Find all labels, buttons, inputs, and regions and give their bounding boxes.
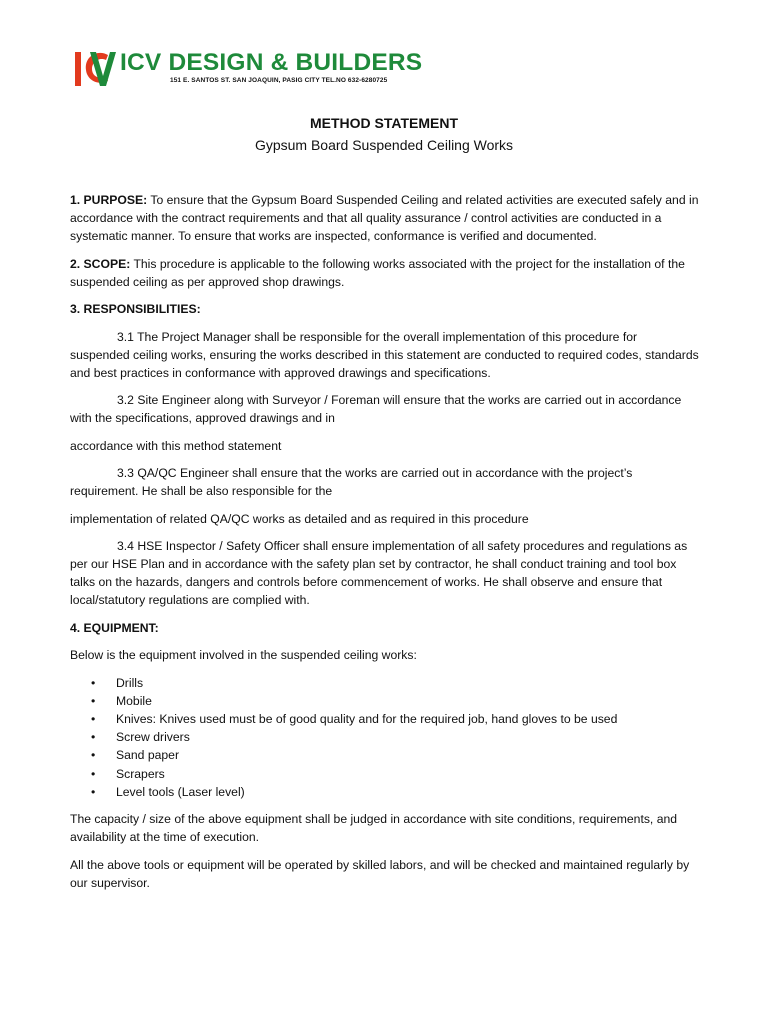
list-item <box>70 710 700 728</box>
list-item-text: Level tools (Laser level) <box>116 784 245 799</box>
bullet-icon: • <box>91 766 96 781</box>
equipment-heading: 4. EQUIPMENT: <box>70 620 159 635</box>
company-name: ICV DESIGN & BUILDERS <box>120 49 423 76</box>
responsibility-3-4: 3.4 HSE Inspector / Safety Officer shall ensure implementation of all safety procedures and regulations as per our HSE Plan and in accordance with the safety plan set by contractor, he shall conduct training and tool box talks on the hazards, dangers and controls before commencement of works. He shall observe and ensure that local/statutory regulations are complied with. <box>70 539 688 607</box>
list-item <box>70 783 700 801</box>
document-subtitle: Gypsum Board Suspended Ceiling Works <box>254 137 514 153</box>
responsibility-3-2-continued: accordance with this method statement <box>70 438 282 453</box>
list-item <box>70 746 700 764</box>
list-item <box>70 728 700 746</box>
bullet-icon: • <box>91 748 96 763</box>
equipment-intro: Below is the equipment involved in the suspended ceiling works: <box>70 648 417 662</box>
responsibility-3-3: 3.3 QA/QC Engineer shall ensure that the works are carried out in accordance with the project’s requirement. He shall be also responsible for the <box>70 466 633 498</box>
list-item-text: Screw drivers <box>116 730 190 745</box>
responsibility-3-2: 3.2 Site Engineer along with Surveyor / Foreman will ensure that the works are carried out in accordance with the specifications, approved drawings and in <box>70 393 682 425</box>
bullet-icon: • <box>91 711 96 726</box>
list-item-text: Mobile <box>116 693 152 708</box>
list-item-text: Sand paper <box>116 748 180 763</box>
list-item <box>70 765 700 783</box>
scope-label: 2. SCOPE: <box>70 256 131 271</box>
responsibilities-heading: 3. RESPONSIBILITIES: <box>70 302 201 316</box>
purpose-paragraph <box>70 191 700 245</box>
scope-text: This procedure is applicable to the following works associated with the project for the installation of the suspended ceiling as per approved shop drawings. <box>70 256 685 289</box>
equipment-capacity-paragraph: The capacity / size of the above equipment shall be judged in accordance with site conditions, requirements, and availability at the time of execution. <box>70 812 678 845</box>
equipment-operation-paragraph: All the above tools or equipment will be operated by skilled labors, and will be checked and maintained regularly by our supervisor. <box>70 857 690 890</box>
list-item-text: Knives: Knives used must be of good quality and for the required job, hand gloves to be used <box>116 711 618 726</box>
list-item <box>70 674 700 692</box>
responsibility-3-3-continued: implementation of related QA/QC works as detailed and as required in this procedure <box>70 511 529 526</box>
equipment-list <box>70 674 700 801</box>
list-item-text: Scrapers <box>116 766 165 781</box>
company-logo-icon <box>72 46 120 90</box>
bullet-icon: • <box>91 730 96 745</box>
purpose-text: To ensure that the Gypsum Board Suspended Ceiling and related activities are executed safely and in accordance with the contract requirements and that all quality assurance / control activities are conducted in a systematic manner. To ensure that works are inspected, conformance is verified and documented. <box>70 193 699 243</box>
bullet-icon: • <box>91 693 96 708</box>
scope-paragraph <box>70 255 700 291</box>
company-address: 151 E. SANTOS ST. SAN JOAQUIN, PASIG CITY TEL.NO 632-6280725 <box>170 77 388 84</box>
list-item <box>70 692 700 710</box>
list-item-text: Drills <box>116 675 144 690</box>
document-body <box>70 191 700 901</box>
responsibility-3-1: 3.1 The Project Manager shall be responsible for the overall implementation of this procedure for suspended ceiling works, ensuring the works described in this statement are conducted to required codes, standards and best practices in conformance with approved drawings and specifications. <box>70 329 699 380</box>
bullet-icon: • <box>91 675 96 690</box>
bullet-icon: • <box>91 784 96 799</box>
purpose-label: 1. PURPOSE: <box>70 193 148 207</box>
letterhead <box>72 46 452 90</box>
document-title: METHOD STATEMENT <box>309 115 459 131</box>
